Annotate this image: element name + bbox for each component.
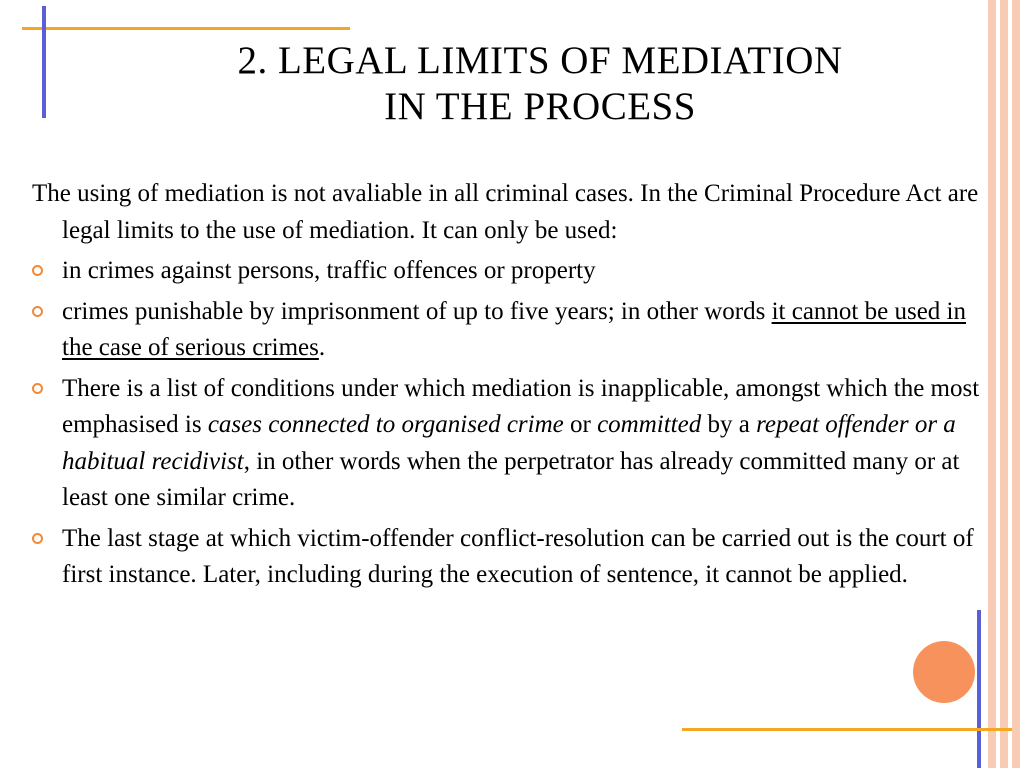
list-item [32, 521, 1002, 594]
list-item [32, 371, 1002, 517]
decorative-circle [913, 641, 975, 703]
bullet-text: or [563, 411, 598, 438]
bullet-text: in crimes against persons, traffic offences or property [62, 257, 596, 284]
list-item [32, 294, 1002, 367]
ring-bullet-icon [32, 383, 43, 394]
bottom-right-accent-line [682, 728, 1012, 731]
underlined-text: it cannot be used in the case of serious crimes [62, 297, 966, 361]
italic-text: committed [597, 411, 702, 438]
bottom-right-vertical-accent [977, 610, 981, 768]
slide-body [32, 176, 1002, 598]
bullet-text: There is a list of conditions under which mediation is inapplicable, amongst which the most emphasised is [62, 374, 980, 438]
bullet-text: . [318, 334, 326, 361]
bullet-text: , in other words when the perpetrator has already committed many or at least one similar crime. [62, 447, 960, 511]
bullet-text: The last stage at which victim-offender conflict-resolution can be carried out is the court of first instance. Later, including during the execution of sentence, it cannot be applied. [62, 524, 974, 588]
title-line-1: 2. LEGAL LIMITS OF MEDIATION [237, 39, 843, 82]
bullet-text: by a [701, 411, 757, 438]
top-left-vertical-accent [42, 6, 46, 118]
italic-text: repeat offender or a habitual recidivist [62, 411, 956, 475]
slide-title [110, 38, 970, 130]
intro-paragraph: The using of mediation is not avaliable in all criminal cases. In the Criminal Procedure Act are legal limits to the use of mediation. It can only be used: [32, 180, 979, 244]
title-line-2: IN THE PROCESS [384, 85, 696, 128]
bullet-text: crimes punishable by imprisonment of up to five years; in other words [62, 297, 772, 325]
ring-bullet-icon [32, 265, 43, 276]
ring-bullet-icon [32, 306, 43, 317]
italic-text: cases connected to organised crime [207, 411, 564, 438]
list-item [32, 253, 1002, 290]
top-left-accent-line [22, 27, 350, 30]
ring-bullet-icon [32, 533, 43, 544]
